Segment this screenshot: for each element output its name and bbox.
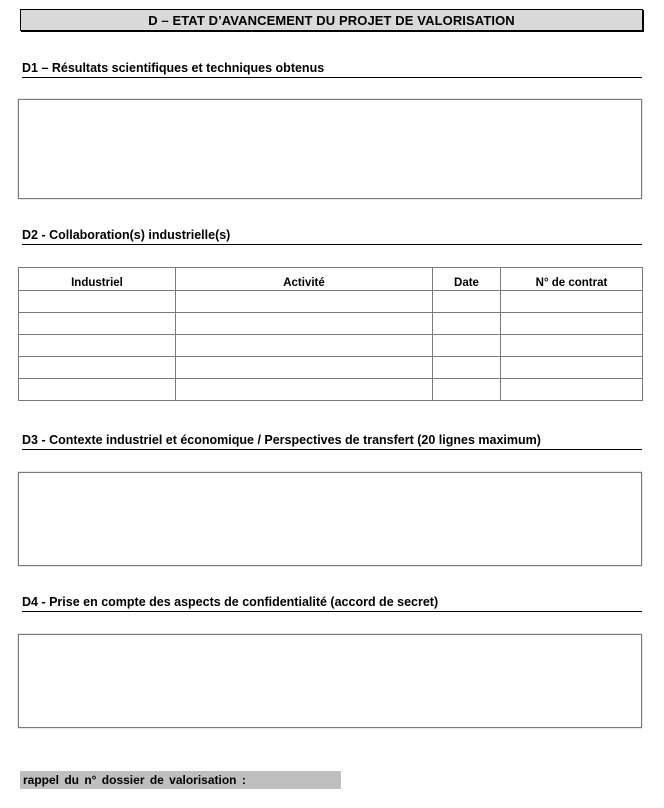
table-row xyxy=(19,379,643,401)
column-header-activite: Activité xyxy=(176,268,433,291)
section-heading-d1: D1 – Résultats scientifiques et techniques obtenus xyxy=(22,61,642,78)
table-cell-contrat[interactable] xyxy=(501,335,643,357)
column-header-contrat: N° de contrat xyxy=(501,268,643,291)
table-cell-activite[interactable] xyxy=(176,291,433,313)
table-cell-contrat[interactable] xyxy=(501,379,643,401)
table-cell-contrat[interactable] xyxy=(501,313,643,335)
table-row xyxy=(19,291,643,313)
section-heading-d4: D4 - Prise en compte des aspects de confidentialité (accord de secret) xyxy=(22,595,642,612)
table-cell-activite[interactable] xyxy=(176,357,433,379)
table-cell-date[interactable] xyxy=(433,379,501,401)
d4-confidentiality-field[interactable] xyxy=(18,634,642,728)
page-title: D – ETAT D’AVANCEMENT DU PROJET DE VALORISATION xyxy=(20,9,643,31)
table-cell-activite[interactable] xyxy=(176,335,433,357)
table-cell-activite[interactable] xyxy=(176,313,433,335)
table-header-row xyxy=(19,268,643,291)
section-heading-d2: D2 - Collaboration(s) industrielle(s) xyxy=(22,228,642,245)
d1-results-field[interactable] xyxy=(18,99,642,199)
table-cell-date[interactable] xyxy=(433,357,501,379)
table-cell-contrat[interactable] xyxy=(501,357,643,379)
table-cell-activite[interactable] xyxy=(176,379,433,401)
table-cell-date[interactable] xyxy=(433,313,501,335)
table-row xyxy=(19,335,643,357)
table-cell-industriel[interactable] xyxy=(19,379,176,401)
collaboration-table xyxy=(18,267,643,401)
table-row xyxy=(19,313,643,335)
section-heading-d3: D3 - Contexte industriel et économique / Perspectives de transfert (20 lignes maximum) xyxy=(22,433,642,450)
table-cell-date[interactable] xyxy=(433,335,501,357)
table-cell-date[interactable] xyxy=(433,291,501,313)
table-cell-industriel[interactable] xyxy=(19,335,176,357)
d3-context-field[interactable] xyxy=(18,472,642,566)
table-cell-contrat[interactable] xyxy=(501,291,643,313)
table-row xyxy=(19,357,643,379)
column-header-industriel: Industriel xyxy=(19,268,176,291)
table-cell-industriel[interactable] xyxy=(19,313,176,335)
column-header-date: Date xyxy=(433,268,501,291)
dossier-number-label: rappel du n° dossier de valorisation : xyxy=(20,771,341,789)
table-cell-industriel[interactable] xyxy=(19,291,176,313)
table-cell-industriel[interactable] xyxy=(19,357,176,379)
